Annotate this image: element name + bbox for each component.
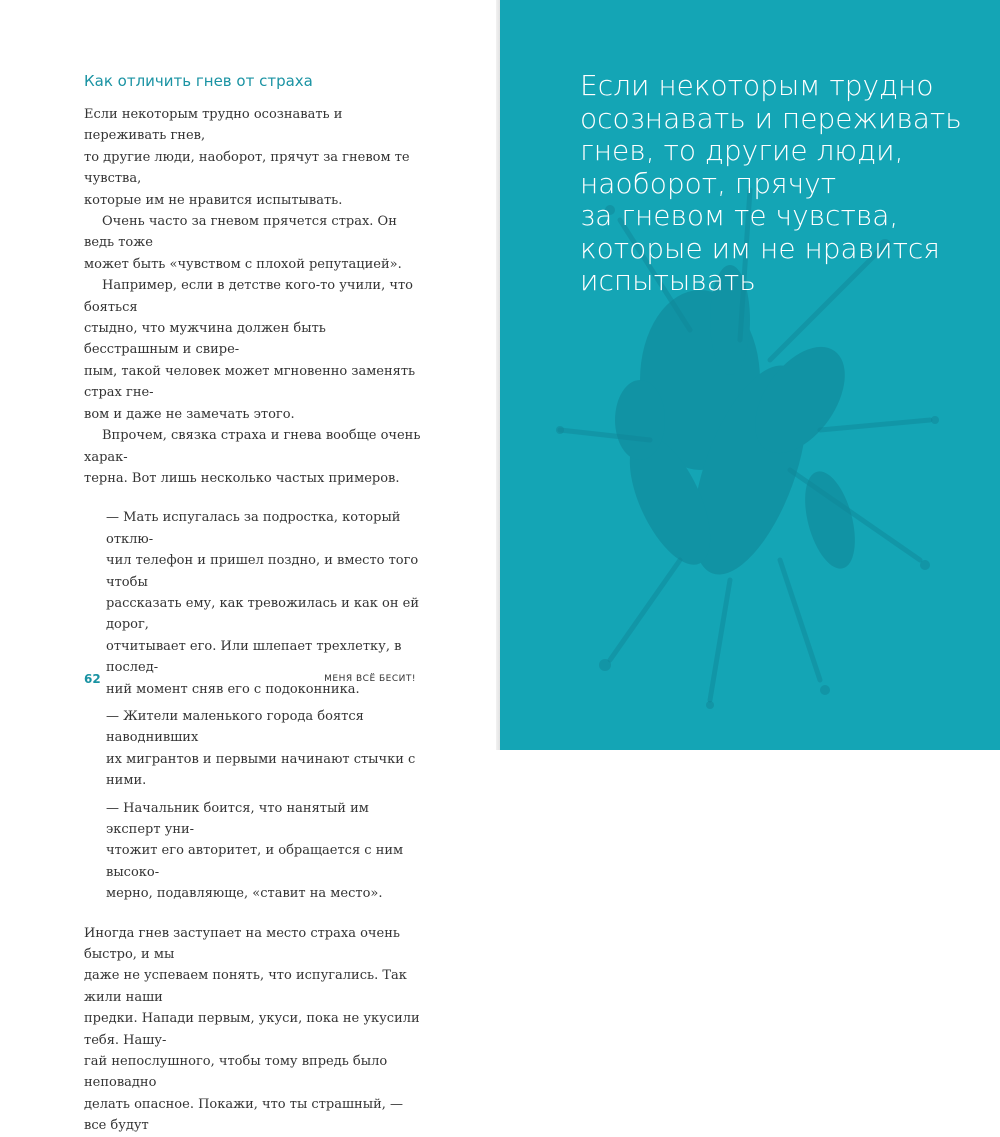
line: Впрочем, связка страха и гнева вообще очень харак- bbox=[84, 428, 421, 465]
paragraph-3 bbox=[84, 275, 424, 425]
line: которые им не нравится испытывать. bbox=[84, 192, 343, 208]
line: ний момент сняв его с подоконника. bbox=[106, 681, 360, 697]
pull-quote-line: испытывать bbox=[580, 264, 756, 297]
chapter-heading: Как отличить гнев от страха bbox=[84, 72, 313, 90]
line: стыдно, что мужчина должен быть бесстрашным и свире- bbox=[84, 321, 326, 358]
line: Например, если в детстве кого-то учили, что бояться bbox=[84, 278, 413, 315]
line: — Начальник боится, что нанятый им эксперт уни- bbox=[106, 800, 369, 837]
pull-quote-line: которые им не нравится bbox=[580, 231, 940, 265]
right-page bbox=[500, 0, 1000, 750]
running-title: МЕНЯ ВСЁ БЕСИТ! bbox=[324, 674, 416, 684]
pull-quote-line: гнев, то другие люди, bbox=[580, 134, 904, 167]
paragraph-1 bbox=[84, 104, 424, 211]
line: чил телефон и пришел поздно, и вместо того чтобы bbox=[106, 553, 419, 590]
line: вом и даже не замечать этого. bbox=[84, 406, 295, 422]
example-quote-2 bbox=[84, 706, 424, 792]
line: чтожит его авторитет, и обращается с ним высоко- bbox=[106, 843, 404, 880]
line: то другие люди, наоборот, прячут за гневом те чувства, bbox=[84, 149, 410, 187]
page-number: 62 bbox=[84, 672, 101, 686]
paragraph-4 bbox=[84, 425, 424, 489]
line: предки. Напади первым, укуси, пока не укусили тебя. Нашу- bbox=[84, 1011, 420, 1048]
line: Очень часто за гневом прячется страх. Он ведь тоже bbox=[84, 214, 397, 251]
line: — Мать испугалась за подростка, который отклю- bbox=[106, 510, 401, 547]
line: пым, такой человек может мгновенно заменять страх гне- bbox=[84, 363, 416, 401]
line: делать опасное. Покажи, что ты страшный, — все будут bbox=[84, 1096, 403, 1134]
line: мерно, подавляюще, «ставит на место». bbox=[106, 886, 383, 902]
pull-quote bbox=[580, 69, 962, 298]
line: рассказать ему, как тревожилась и как он ей дорог, bbox=[106, 595, 419, 633]
line: их мигрантов и первыми начинают стычки с ними. bbox=[106, 751, 416, 789]
example-quote-3 bbox=[84, 798, 424, 905]
body-text bbox=[84, 104, 424, 1137]
pull-quote-line: осознавать и переживать bbox=[580, 101, 962, 135]
line: Иногда гнев заступает на место страха очень быстро, и мы bbox=[84, 925, 400, 963]
line: терна. Вот лишь несколько частых примеров. bbox=[84, 470, 400, 486]
line: даже не успеваем понять, что испугались. Так жили наши bbox=[84, 968, 407, 1005]
left-page bbox=[0, 0, 500, 1134]
pull-quote-line: Если некоторым трудно bbox=[580, 69, 934, 102]
line: может быть «чувством с плохой репутацией». bbox=[84, 256, 402, 272]
paragraph-5 bbox=[84, 923, 424, 1137]
pull-quote-line: наоборот, прячут bbox=[580, 166, 837, 200]
example-quote-1 bbox=[84, 507, 424, 700]
line: Если некоторым трудно осознавать и переживать гнев, bbox=[84, 107, 343, 144]
line: гай непослушного, чтобы тому впредь было неповадно bbox=[84, 1054, 388, 1091]
pull-quote-line: за гневом те чувства, bbox=[580, 199, 899, 232]
paragraph-2 bbox=[84, 211, 424, 275]
line: отчитывает его. Или шлепает трехлетку, в послед- bbox=[106, 638, 402, 676]
line: — Жители маленького города боятся наводнивших bbox=[106, 708, 364, 746]
examples-list bbox=[84, 507, 424, 904]
